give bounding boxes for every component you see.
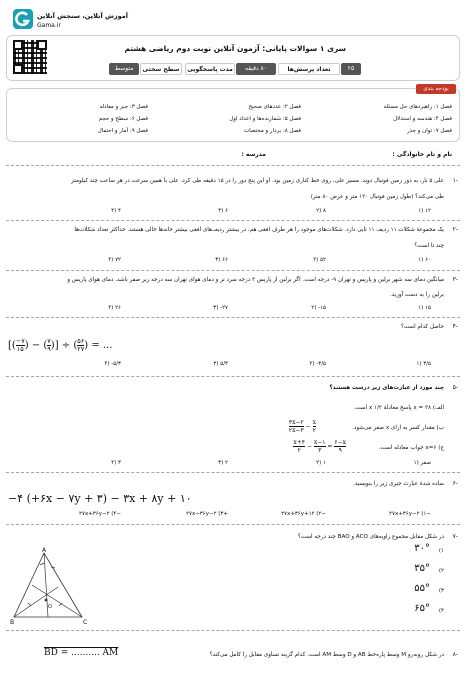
answer-option[interactable]: ۴ (۴ [111,208,121,214]
student-name-label: نام و نام خانوادگی : [392,151,452,158]
vertex-label: B [10,619,15,625]
answer-option[interactable]: ۲۷- (۳ [213,305,228,311]
answer-option[interactable]: −۲۷x+۳۶y−۲ (۱ [389,511,431,517]
topic-3: فصل ۳: جبر و معادله [99,104,148,110]
question-text: برلین را به دست آورید. [389,292,444,298]
answer-option[interactable]: +۲۷x−۳۶y−۲ (۳ [186,511,228,517]
opt-mark: (۲ [438,568,444,574]
vertex-label: C [83,619,88,625]
math-expression: [( −۷ ۱۵ ) − ( ۷ ۹ )] ÷ ( ۵۶ ۲۷ ) = ... [8,337,113,353]
answer-option[interactable]: ۶۵° [414,603,430,614]
statement-c: ج) x=۶ جواب معادله است. [378,445,444,451]
answer-option[interactable]: ۷۲ (۴ [108,257,121,263]
opt-mark: (۱ [438,548,444,554]
topic-8: فصل ۸: بردار و مختصات [243,128,301,134]
site-domain: Gama.ir [37,22,61,29]
answer-option[interactable]: ۱ (۲ [316,460,326,466]
question-text: یک مجموعهٔ شکلات ۱۱ ردیف ۱۱ تایی دارد. شکلات‌های موجود را هر طرف افقی هم، در بیشتر ردیف‌های افقی بیشتر خانه‌ها خالی هستند. حداکثر تعداد شکلات‌ها [74,227,444,233]
opt-mark: (۳ [438,588,444,594]
topic-2: فصل ۲: عددهای صحیح [248,104,301,110]
topic-5: فصل ۵: شمارنده‌ها و اعداد اول [229,116,301,122]
logo-icon [13,9,33,29]
qr-code-icon [13,40,47,74]
fraction-b: $\frac{۳x-۲}{۲x-۳}$ − x ۲ [288,419,316,434]
opt-mark: (۴ [438,608,444,614]
answer-option[interactable]: ۶ (۳ [218,208,228,214]
site-name: آموزش آنلاین، سنجش آنلاین [37,12,129,20]
answer-option[interactable]: ۸ (۲ [316,208,326,214]
triangle-figure [10,545,90,625]
topics-badge: بودجه بندی [416,84,456,94]
question-number: ۳- [452,276,458,283]
question-count-label: تعداد پرسش‌ها [278,63,340,75]
answer-option[interactable]: ۳۰° [414,543,430,554]
question-count-badge: ۲۵ [341,63,361,75]
answer-option[interactable]: ۵/۳- (۴ [104,361,121,367]
question-number: ۶- [452,480,458,487]
question-text: چند مورد از عبارت‌های زیر درست هستند؟ [329,385,444,391]
duration-label: مدت پاسخگویی [185,63,235,75]
answer-option[interactable]: ۳/۵- (۲ [309,361,326,367]
question-number: ۲- [452,226,458,233]
statement-b: ب) مقدار کسر به ازای x صفر می‌شود. [352,425,444,431]
answer-option[interactable]: ۱۲ (۱ [418,208,431,214]
question-number: ۴- [452,323,458,330]
question-text: در شکل روبه‌رو M وسط پاره‌خط AB و D وسط AM است. کدام گزینه تساوی مقابل را کامل می‌کند؟ [209,652,444,658]
question-number: ۷- [452,533,458,540]
question-text: چند تا است؟ [414,243,444,249]
question-text: حاصل کدام است؟ [400,324,444,330]
question-text: طی می‌کند؟ (طول زمین فوتبال ۱۲۰ متر و عرض ۸۰ متر) [310,194,444,200]
algebraic-expression: −۴ (+۶x − ۷y + ۳) − ۳x + ۸y + ۱۰ [8,492,192,505]
answer-option[interactable]: ۳/۵ (۱ [416,361,431,367]
vertex-label: O [48,604,52,610]
question-text: ساده شدهٔ عبارت جبری زیر را بنویسید. [352,481,444,487]
topic-9: فصل ۹: آمار و احتمال [97,128,148,134]
topic-4: فصل ۴: هندسه و استدلال [393,116,452,122]
answer-option[interactable]: ۵۵° [414,583,430,594]
answer-option[interactable]: صفر (۱ [413,460,431,466]
answer-option[interactable]: ۲۶ (۴ [108,305,121,311]
topic-7: فصل ۷: توان و جذر [407,128,452,134]
answer-option[interactable]: ۵/۳ (۳ [213,361,228,367]
answer-option[interactable]: −۲۷x+۳۶y−۲ (۴ [79,511,121,517]
vertex-label: A [42,547,47,554]
answer-option[interactable]: ۵۲ (۲ [313,257,326,263]
answer-option[interactable]: −۲۷x+۳۶y+۱۲ (۲ [281,511,326,517]
difficulty-label: سطح سختی [140,63,182,75]
topic-1: فصل ۱: راهبردهای حل مسئله [383,104,452,110]
question-number: ۱- [452,177,458,184]
question-number: ۵- [452,384,458,391]
answer-option[interactable]: ۳۵° [414,563,430,574]
segment-equation: BD = .......... AM [44,648,119,658]
answer-option[interactable]: ۶۶ (۳ [215,257,228,263]
question-text: علی ۵ بار، به دور زمین فوتبال دوید. مسیر علی، روی خط کناری زمین بود. او این پنج دور را در ۱۵ دقیقه طی کرد. علی با همین سرعت در هر ساعت چند کیلومتر [71,178,444,184]
exam-title: سری ۱ سوالات پایانی: آزمون آنلاین نوبت دوم ریاضی هشتم [124,44,346,53]
question-text: در شکل مقابل مجموع زاویه‌های ACO و BAO چند درجه است؟ [297,534,444,540]
answer-option[interactable]: ۳ (۴ [111,460,121,466]
question-text: میانگین دمای سه شهر برلین و پاریس و تهران ۹- درجه است. اگر برلین از پاریس ۳ درجه سرد تر و دمای هوای تهران سه درجه زیر صفر باشد، دمای هوای پاریس و [67,277,444,283]
duration-value: ۸۰ دقیقه [236,63,276,75]
question-number: ۸- [452,651,458,658]
statement-a: الف) ۳۸ = x پاسخ معادلهٔ x ۱/۲ است. [353,405,444,411]
answer-option[interactable]: ۶۰ (۱ [418,257,431,263]
difficulty-value: متوسط [109,63,139,75]
answer-option[interactable]: ۱۵ (۱ [418,305,431,311]
equation-c: x+۴ ۲ − x−۱ ۳ = ۶−x ۹ [293,439,346,454]
answer-option[interactable]: ۱۵- (۲ [311,305,326,311]
answer-option[interactable]: ۲ (۳ [218,460,228,466]
topic-6: فصل ۶: سطح و حجم [98,116,148,122]
school-label: مدرسه : [241,151,266,158]
